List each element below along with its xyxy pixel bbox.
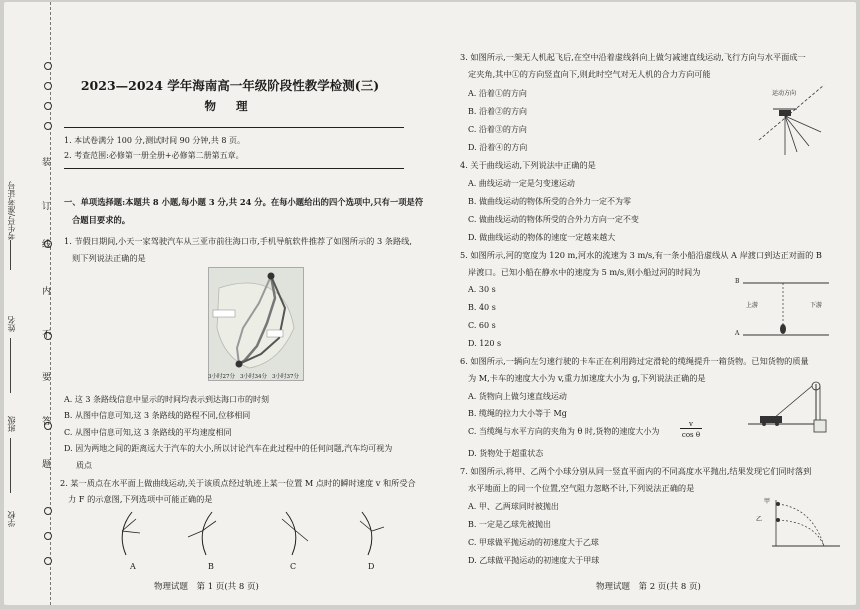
q7-stem: 水平地面上的同一个位置,空气阻力忽略不计,下列说法正确的是 bbox=[468, 483, 695, 493]
q7-option-d: D. 乙球做平抛运动的初速度大于甲球 bbox=[468, 556, 600, 565]
route-map-drawing bbox=[209, 268, 303, 380]
q3-direction-label: 运动方向 bbox=[772, 90, 797, 97]
route-label: 3小时34分 bbox=[240, 374, 267, 380]
seal-word: 不 bbox=[42, 330, 52, 340]
q4-option-d: D. 做曲线运动的物体的速度一定越来越大 bbox=[468, 233, 616, 242]
binding-hole bbox=[44, 507, 52, 515]
binding-hole bbox=[44, 557, 52, 565]
q4-option-c: C. 做曲线运动的物体所受的合外力方向一定不变 bbox=[468, 215, 639, 224]
q2-figure-a bbox=[122, 512, 140, 555]
q6-stem: 6. 如图所示,一辆向左匀速行驶的卡车正在利用跨过定滑轮的缆绳提升一箱货物。已知货物的质量 bbox=[460, 356, 809, 366]
q7-ball-yi: 乙 bbox=[756, 516, 763, 523]
exam-title: 2023—2024 学年海南高一年级阶段性教学检测(三) bbox=[80, 78, 380, 93]
exam-notes bbox=[64, 127, 404, 169]
seal-word: 装 bbox=[42, 158, 52, 168]
name-field: 姓名 bbox=[7, 316, 16, 332]
seal-word: 题 bbox=[42, 460, 52, 470]
q4-option-b: B. 做曲线运动的物体所受的合外力一定不为零 bbox=[468, 197, 631, 206]
candidate-number-field: 考生号/准考证号 bbox=[7, 181, 16, 240]
seal-word: 要 bbox=[42, 373, 52, 383]
q2-label-d: D bbox=[368, 562, 375, 571]
seal-word: 线 bbox=[42, 240, 52, 250]
q6-option-c: C. 当缆绳与水平方向的夹角为 θ 时,货物的速度大小为 bbox=[468, 427, 660, 436]
q2-figures bbox=[104, 507, 404, 562]
q3-option-b: B. 沿着②的方向 bbox=[468, 107, 527, 116]
q6-option-b: B. 缆绳的拉力大小等于 Mg bbox=[468, 409, 567, 418]
q5-option-a: A. 30 s bbox=[468, 285, 496, 294]
seal-word: 订 bbox=[42, 202, 52, 212]
q2-figure-b bbox=[188, 512, 216, 555]
q4-stem: 4. 关于曲线运动,下列说法中正确的是 bbox=[460, 160, 596, 170]
q1-stem: 1. 节假日期间,小天一家驾驶汽车从三亚市前往海口市,手机导航软件推荐了如图所示的 3 条路线, bbox=[64, 236, 412, 246]
q3-stem: 3. 如图所示,一架无人机起飞后,在空中沿着虚线斜向上做匀减速直线运动,飞行方向与水平面成一 bbox=[460, 52, 806, 62]
school-field: 学校 bbox=[7, 511, 16, 527]
binding-hole bbox=[44, 82, 52, 90]
q5-upstream-label: 上游 bbox=[746, 302, 759, 309]
q7-option-c: C. 甲球做平抛运动的初速度大于乙球 bbox=[468, 538, 599, 547]
q5-downstream-label: 下游 bbox=[810, 302, 823, 309]
q5-river-figure bbox=[739, 277, 834, 342]
q1-option-c: C. 从图中信息可知,这 3 条路线的平均速度相同 bbox=[64, 428, 232, 437]
q7-projectile-figure bbox=[762, 494, 844, 554]
field-underline bbox=[10, 438, 11, 493]
page-footer-left: 物理试题 第 1 页(共 8 页) bbox=[154, 582, 259, 592]
q2-figure-d bbox=[360, 512, 384, 555]
section-header: 合题目要求的。 bbox=[72, 215, 131, 225]
q5-option-c: C. 60 s bbox=[468, 321, 496, 330]
q6-option-d: D. 货物处于超重状态 bbox=[468, 449, 544, 458]
q5-stem: 岸渡口。已知小船在静水中的速度为 5 m/s,则小船过河的时间为 bbox=[468, 267, 701, 277]
q7-option-a: A. 甲、乙两球同时被抛出 bbox=[468, 502, 559, 511]
q2-label-c: C bbox=[290, 562, 297, 571]
q6-stem: 为 M,卡车的速度大小为 v,重力加速度大小为 g,下列说法正确的是 bbox=[468, 373, 706, 383]
q6-truck-figure bbox=[746, 374, 834, 444]
q5-stem: 5. 如图所示,河的宽度为 120 m,河水的流速为 3 m/s,有一条小船沿虚线从 A 岸渡口到达正对面的 B bbox=[460, 250, 822, 260]
q2-label-b: B bbox=[208, 562, 214, 571]
q3-option-a: A. 沿着①的方向 bbox=[468, 89, 527, 98]
q3-stem: 定夹角,其中①的方向竖直向下,则此时空气对无人机的合力方向可能 bbox=[468, 69, 711, 79]
note-line: 2. 考查范围:必修第一册全册+必修第二册第五章。 bbox=[64, 151, 244, 160]
q1-option-d-cont: 质点 bbox=[76, 461, 92, 470]
q7-ball-jia: 甲 bbox=[764, 498, 771, 505]
seal-word: 内 bbox=[42, 287, 52, 297]
q3-option-d: D. 沿着④的方向 bbox=[468, 143, 528, 152]
binding-hole bbox=[44, 102, 52, 110]
route-label: 3小时37分 bbox=[272, 374, 299, 380]
q1-stem: 则下列说法正确的是 bbox=[72, 253, 146, 263]
q6-option-a: A. 货物向上做匀速直线运动 bbox=[468, 392, 567, 401]
page-footer-right: 物理试题 第 2 页(共 8 页) bbox=[596, 582, 701, 592]
q7-stem: 7. 如图所示,将甲、乙两个小球分别从同一竖直平面内的不同高度水平抛出,结果发现它们同时落到 bbox=[460, 466, 812, 476]
class-field: 班级 bbox=[7, 416, 16, 432]
seal-word: 答 bbox=[42, 417, 52, 427]
q2-figure-c bbox=[282, 512, 308, 555]
q1-route-map bbox=[208, 267, 304, 381]
q5-option-b: B. 40 s bbox=[468, 303, 496, 312]
q5-bank-b: B bbox=[735, 278, 740, 285]
q2-label-a: A bbox=[130, 562, 136, 571]
q1-option-d: D. 因为两地之间的距离远大于汽车的大小,所以讨论汽车在此过程中的任何问题,汽车均可视为 bbox=[64, 444, 393, 453]
q6-fraction-numerator: v bbox=[680, 420, 702, 429]
field-underline bbox=[10, 338, 11, 393]
q2-stem: 力 F 的示意图,下列选项中可能正确的是 bbox=[68, 494, 213, 504]
q5-bank-a: A bbox=[735, 330, 740, 337]
exam-subject: 物 理 bbox=[204, 99, 256, 113]
q1-option-b: B. 从图中信息可知,这 3 条路线的路程不同,位移相同 bbox=[64, 411, 251, 420]
q1-option-a: A. 这 3 条路线信息中显示的时间均表示到达海口市的时刻 bbox=[64, 395, 270, 404]
q6-fraction-denominator: cos θ bbox=[681, 431, 701, 439]
q7-option-b: B. 一定是乙球先被抛出 bbox=[468, 520, 551, 529]
field-underline bbox=[10, 240, 11, 270]
note-line: 1. 本试卷满分 100 分,测试时间 90 分钟,共 8 页。 bbox=[64, 136, 246, 145]
q2-stem: 2. 某一质点在水平面上做曲线运动,关于该质点经过轨迹上某一位置 M 点时的瞬时速度 v 和所受合 bbox=[60, 478, 416, 488]
route-label: 3小时27分 bbox=[208, 374, 235, 380]
binding-hole bbox=[44, 122, 52, 130]
section-header: 一、单项选择题:本题共 8 小题,每小题 3 分,共 24 分。在每小题给出的四个选项中,只有一项是符 bbox=[64, 197, 424, 207]
exam-sheet bbox=[4, 2, 856, 605]
binding-hole bbox=[44, 532, 52, 540]
binding-margin bbox=[4, 2, 51, 605]
q3-option-c: C. 沿着③的方向 bbox=[468, 125, 527, 134]
binding-hole bbox=[44, 62, 52, 70]
q4-option-a: A. 曲线运动一定是匀变速运动 bbox=[468, 179, 575, 188]
q5-option-d: D. 120 s bbox=[468, 339, 502, 348]
